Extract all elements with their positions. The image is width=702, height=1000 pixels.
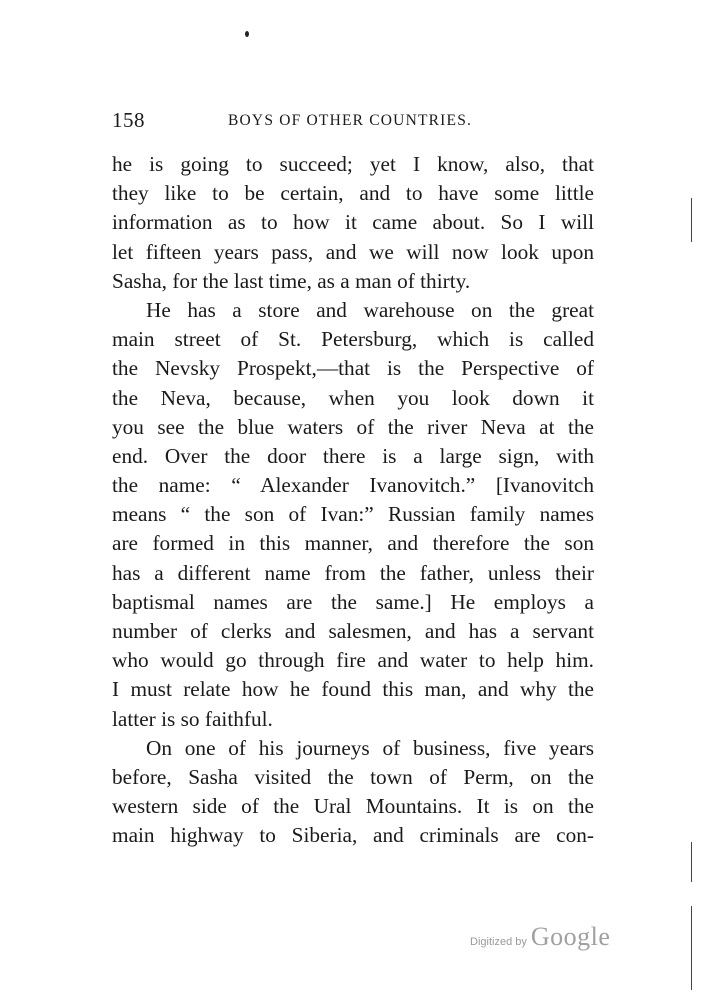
text-line: before, Sasha visited the town of Perm, on the — [112, 764, 594, 789]
text-line: Sasha, for the last time, as a man of thirty. — [112, 268, 471, 293]
text-line: means “ the son of Ivan:” Russian family names — [112, 502, 594, 527]
text-line: information as to how it came about. So I will — [112, 210, 594, 235]
page-header — [112, 108, 590, 138]
body-text — [112, 150, 594, 851]
text-line: has a different name from the father, unless their — [112, 560, 594, 585]
text-line: the Neva, because, when you look down it — [112, 385, 594, 410]
google-digitized-watermark — [470, 922, 610, 958]
text-line: latter is so faithful. — [112, 706, 273, 731]
google-logo: Google — [530, 922, 611, 951]
page-number: 158 — [112, 108, 145, 132]
text-line: the Nevsky Prospekt,—that is the Perspective of — [112, 356, 594, 381]
text-line: baptismal names are the same.] He employs a — [112, 589, 594, 614]
text-line: He has a store and warehouse on the great — [146, 297, 594, 322]
text-line: main highway to Siberia, and criminals are con- — [112, 823, 594, 848]
ink-speck — [245, 31, 249, 37]
margin-mark — [691, 906, 692, 990]
running-head: BOYS OF OTHER COUNTRIES. — [228, 112, 473, 129]
text-line: let fifteen years pass, and we will now look upon — [112, 239, 594, 264]
text-line: are formed in this manner, and therefore the son — [112, 531, 594, 556]
text-line: you see the blue waters of the river Neva at the — [112, 414, 594, 439]
text-line: end. Over the door there is a large sign, with — [112, 443, 594, 468]
text-line: the name: “ Alexander Ivanovitch.” [Ivanovitch — [112, 473, 594, 498]
text-line: I must relate how he found this man, and why the — [112, 677, 594, 702]
text-line: western side of the Ural Mountains. It is on the — [112, 794, 594, 819]
digitized-label: Digitized by — [470, 936, 527, 948]
text-line: they like to be certain, and to have some little — [112, 181, 594, 206]
text-line: number of clerks and salesmen, and has a servant — [112, 619, 594, 643]
margin-mark — [691, 198, 692, 242]
text-line: who would go through fire and water to help him. — [112, 648, 594, 673]
text-line: he is going to succeed; yet I know, also, that — [112, 152, 594, 176]
text-line: On one of his journeys of business, five years — [146, 735, 594, 760]
text-line: main street of St. Petersburg, which is called — [112, 327, 594, 352]
margin-mark — [691, 842, 692, 882]
